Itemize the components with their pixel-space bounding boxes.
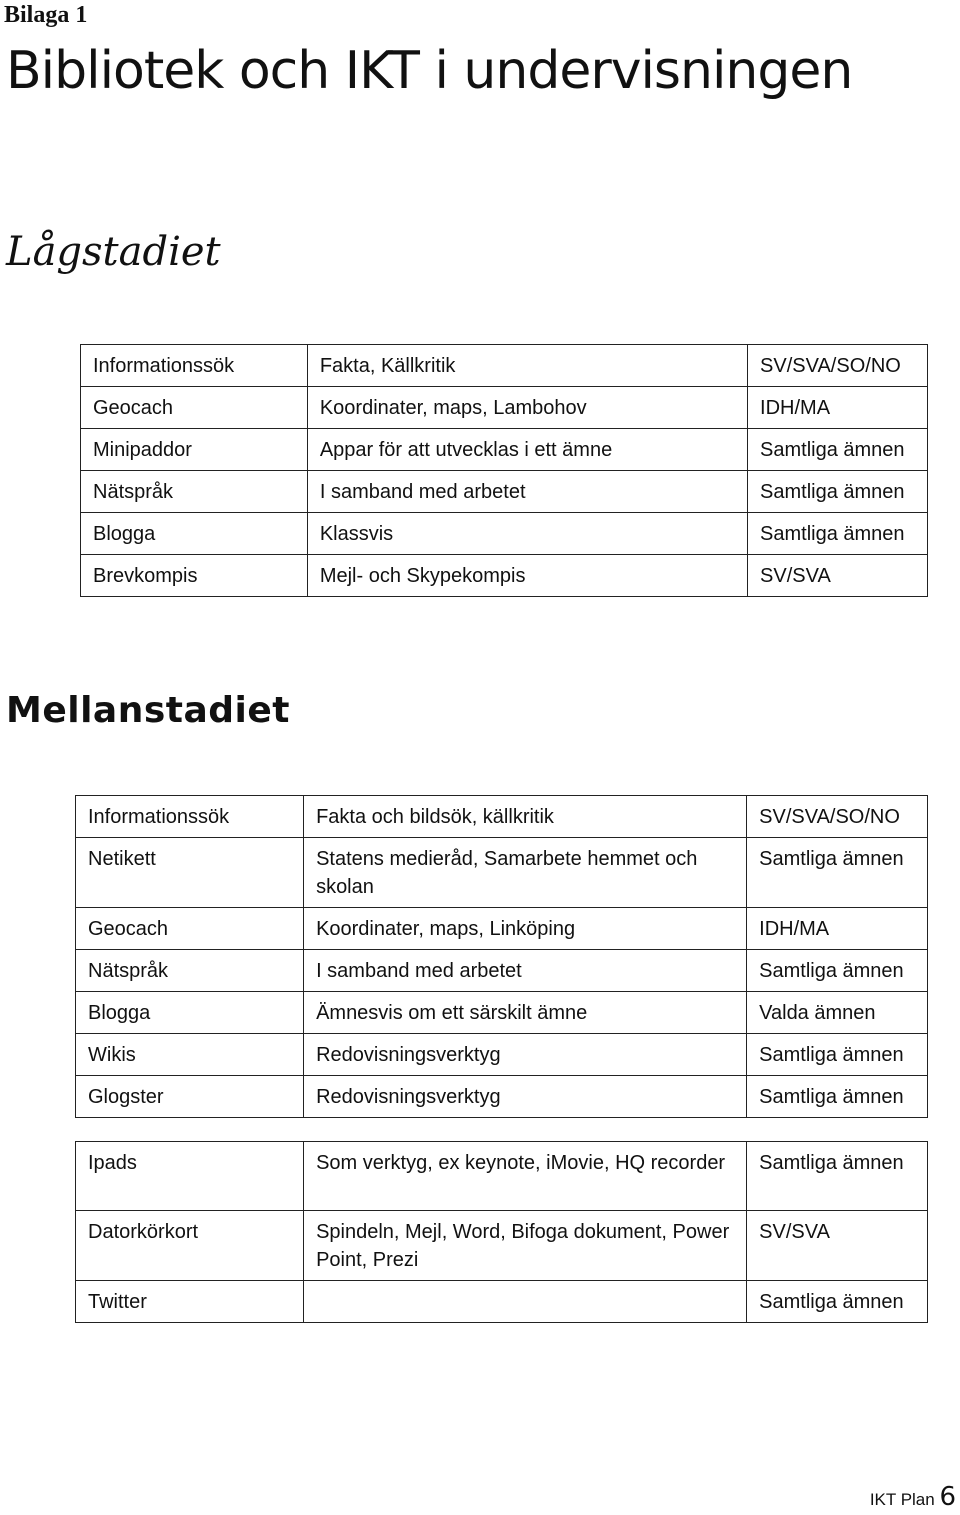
table-cell-description: [304, 838, 747, 908]
table-cell-description: [307, 429, 747, 471]
cell-text: Informationssök: [93, 355, 235, 377]
table-cell-description: [307, 555, 747, 597]
cell-text: Klassvis: [319, 523, 394, 545]
table-cell-activity: [81, 471, 308, 513]
cell-text: Netikett: [88, 848, 156, 870]
page-number: 6: [939, 1482, 956, 1512]
cell-text: Appar för att utvecklas i ett ämne: [319, 439, 613, 461]
cell-text: Samtliga ämnen: [759, 848, 904, 870]
cell-text: Spindeln, Mejl, Word, Bifoga dokument, Power Point, Prezi: [316, 1221, 730, 1271]
cell-text: Geocach: [93, 397, 174, 419]
table-cell-activity: [76, 992, 304, 1034]
cell-text: SV/SVA/SO/NO: [759, 806, 900, 828]
table-cell-subjects: [748, 429, 928, 471]
table-row: [81, 555, 928, 597]
cell-text: Samtliga ämnen: [759, 1291, 904, 1313]
cell-text: SV/SVA: [759, 1221, 830, 1243]
table-cell-activity: [81, 429, 308, 471]
mellanstadiet-table: [75, 795, 928, 1118]
cell-text: [316, 1281, 736, 1294]
table-cell-subjects: [747, 950, 928, 992]
page-footer: [870, 1482, 956, 1515]
cell-text: Ipads: [88, 1152, 137, 1174]
cell-text: IDH/MA: [760, 397, 831, 419]
table-row: [81, 345, 928, 387]
table-cell-subjects: [747, 992, 928, 1034]
cell-text: Redovisningsverktyg: [316, 1086, 501, 1108]
table-cell-description: [304, 796, 747, 838]
table-cell-description: [307, 471, 747, 513]
table-cell-subjects: [748, 513, 928, 555]
table-cell-activity: [76, 950, 304, 992]
table-row: [76, 1034, 928, 1076]
table-cell-subjects: [747, 1211, 928, 1281]
table-row: [76, 1281, 928, 1323]
table-row: [81, 471, 928, 513]
table-cell-subjects: [747, 1142, 928, 1211]
table-row: [76, 950, 928, 992]
cell-text: I samband med arbetet: [316, 960, 522, 982]
table-cell-description: [304, 1142, 747, 1211]
mellanstadiet-tools-table: [75, 1141, 928, 1323]
table-cell-activity: [81, 555, 308, 597]
table-row: [76, 1211, 928, 1281]
table-cell-activity: [81, 345, 308, 387]
cell-text: Informationssök: [88, 806, 230, 828]
table-cell-subjects: [747, 838, 928, 908]
section-heading-lagstadiet: Lågstadiet: [6, 229, 221, 275]
page-title: Bibliotek och IKT i undervisningen: [6, 41, 853, 101]
table-cell-description: [304, 1076, 747, 1118]
section-heading-mellanstadiet: Mellanstadiet: [6, 690, 291, 731]
table-row: [76, 1142, 928, 1211]
table-row: [81, 513, 928, 555]
table-cell-activity: [76, 796, 304, 838]
table-row: [76, 908, 928, 950]
cell-text: Som verktyg, ex keynote, iMovie, HQ recorder: [316, 1152, 726, 1174]
table-cell-subjects: [748, 345, 928, 387]
cell-text: Samtliga ämnen: [760, 439, 905, 461]
cell-text: Minipaddor: [93, 439, 192, 461]
table-cell-activity: [76, 908, 304, 950]
table-row: [81, 429, 928, 471]
table-cell-subjects: [748, 387, 928, 429]
table-cell-activity: [76, 1034, 304, 1076]
table-cell-description: [304, 1211, 747, 1281]
cell-text: Blogga: [93, 523, 156, 545]
footer-label: IKT Plan: [869, 1490, 935, 1509]
cell-text: Blogga: [88, 1002, 151, 1024]
table-cell-description: [304, 950, 747, 992]
table-cell-subjects: [747, 1281, 928, 1323]
cell-text: Geocach: [88, 918, 169, 940]
cell-text: Samtliga ämnen: [760, 523, 905, 545]
table-cell-subjects: [748, 555, 928, 597]
cell-text: Samtliga ämnen: [759, 960, 904, 982]
table-cell-subjects: [747, 908, 928, 950]
table-cell-activity: [76, 1281, 304, 1323]
cell-text: I samband med arbetet: [319, 481, 526, 503]
table-cell-activity: [76, 1142, 304, 1211]
lagstadiet-table: [80, 344, 928, 597]
appendix-label: Bilaga 1: [4, 2, 88, 28]
table-cell-description: [304, 1281, 747, 1323]
cell-text: Mejl- och Skypekompis: [319, 565, 526, 587]
cell-text: Valda ämnen: [759, 1002, 876, 1024]
cell-text: Samtliga ämnen: [760, 481, 905, 503]
cell-text: Glogster: [88, 1086, 164, 1108]
cell-text: Koordinater, maps, Linköping: [316, 918, 576, 940]
table-cell-activity: [76, 1211, 304, 1281]
cell-text: Samtliga ämnen: [759, 1044, 904, 1066]
cell-text: Fakta och bildsök, källkritik: [316, 806, 554, 828]
cell-text: Nätspråk: [93, 481, 174, 503]
cell-text: Samtliga ämnen: [759, 1152, 904, 1174]
cell-text: Redovisningsverktyg: [316, 1044, 501, 1066]
table-cell-activity: [76, 838, 304, 908]
table-cell-activity: [81, 387, 308, 429]
table-row: [76, 838, 928, 908]
cell-text: Koordinater, maps, Lambohov: [319, 397, 587, 419]
table-cell-description: [307, 513, 747, 555]
cell-text: Nätspråk: [88, 960, 169, 982]
cell-text: SV/SVA: [760, 565, 831, 587]
cell-text: Samtliga ämnen: [759, 1086, 904, 1108]
table-cell-activity: [81, 513, 308, 555]
cell-text: IDH/MA: [759, 918, 830, 940]
table-row: [81, 387, 928, 429]
table-cell-description: [304, 1034, 747, 1076]
table-cell-subjects: [747, 796, 928, 838]
cell-text: Brevkompis: [93, 565, 198, 587]
table-cell-description: [304, 992, 747, 1034]
cell-text: Fakta, Källkritik: [319, 355, 456, 377]
table-row: [76, 796, 928, 838]
table-cell-description: [304, 908, 747, 950]
table-cell-subjects: [748, 471, 928, 513]
table-cell-subjects: [747, 1076, 928, 1118]
cell-text: Datorkörkort: [88, 1221, 199, 1243]
table-cell-description: [307, 387, 747, 429]
cell-text: Statens medieråd, Samarbete hemmet och skolan: [316, 848, 698, 898]
cell-text: Ämnesvis om ett särskilt ämne: [316, 1002, 588, 1024]
table-cell-activity: [76, 1076, 304, 1118]
cell-text: SV/SVA/SO/NO: [760, 355, 901, 377]
cell-text: Twitter: [88, 1291, 147, 1313]
table-row: [76, 1076, 928, 1118]
cell-text: Wikis: [88, 1044, 136, 1066]
table-cell-subjects: [747, 1034, 928, 1076]
table-row: [76, 992, 928, 1034]
table-cell-description: [307, 345, 747, 387]
